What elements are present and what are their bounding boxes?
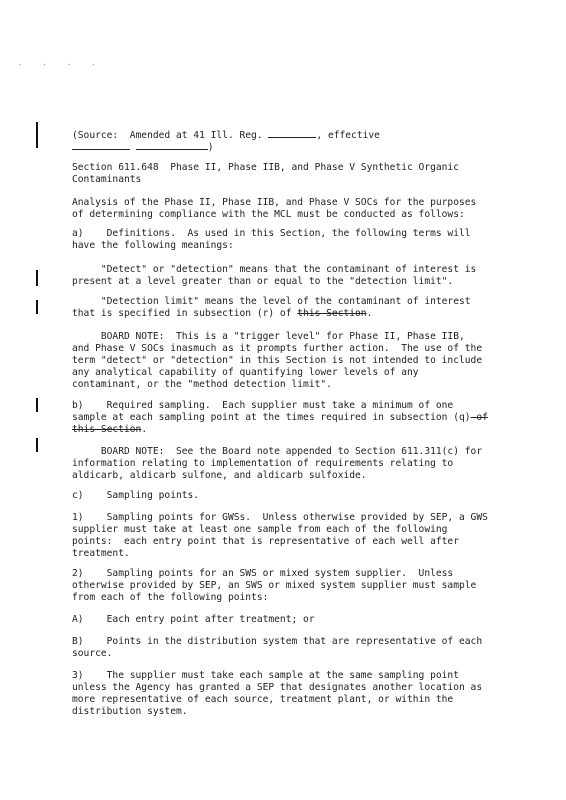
- struck-text: this Section: [297, 308, 367, 319]
- revision-bar: [36, 122, 38, 148]
- subsection-b: this Section.: [72, 424, 148, 435]
- subsection-c3: unless the Agency has granted a SEP that designates another location as: [72, 682, 483, 693]
- section-heading: Section 611.648 Phase II, Phase IIB, and Phase V Synthetic Organic: [72, 162, 459, 173]
- subsection-c2-b: B) Points in the distribution system that are representative of each: [72, 636, 483, 647]
- subsection-c2: from each of the following points:: [72, 592, 269, 603]
- subsection-c: c) Sampling points.: [72, 490, 200, 501]
- subsection-c3: 3) The supplier must take each sample at the same sampling point: [72, 670, 459, 681]
- definition-detect: present at a level greater than or equal to the "detection limit".: [72, 276, 454, 287]
- subsection-c1: points: each entry point that is representative of each well after: [72, 536, 459, 547]
- revision-bar: [36, 398, 38, 412]
- scan-specks: · · · ·: [18, 61, 104, 69]
- struck-text: this Section: [72, 424, 142, 435]
- board-note: term "detect" or "detection" in this Section is not intended to include: [72, 355, 483, 366]
- subsection-b: sample at each sampling point at the times required in subsection (q) of: [72, 412, 488, 423]
- revision-bar: [36, 300, 38, 314]
- revision-bar: [36, 438, 38, 452]
- definition-detection-limit: "Detection limit" means the level of the contaminant of interest: [72, 296, 471, 307]
- subsection-c1: 1) Sampling points for GWSs. Unless otherwise provided by SEP, a GWS: [72, 512, 488, 523]
- subsection-c3: distribution system.: [72, 706, 188, 717]
- subsection-c1: supplier must take at least one sample from each of the following: [72, 524, 448, 535]
- subsection-c3: more representative of each source, treatment plant, or within the: [72, 694, 454, 705]
- struck-text: of: [470, 412, 488, 423]
- intro-paragraph: of determining compliance with the MCL must be conducted as follows:: [72, 209, 465, 220]
- subsection-c2-a: A) Each entry point after treatment; or: [72, 614, 315, 625]
- section-heading: Contaminants: [72, 174, 142, 185]
- board-note: BOARD NOTE: See the Board note appended to Section 611.311(c) for: [72, 446, 483, 457]
- subsection-c2-b: source.: [72, 648, 113, 659]
- revision-bar: [36, 270, 38, 286]
- board-note: information relating to implementation of requirements relating to: [72, 458, 454, 469]
- subsection-a: have the following meanings:: [72, 240, 234, 251]
- subsection-c2: 2) Sampling points for an SWS or mixed system supplier. Unless: [72, 568, 454, 579]
- subsection-c1: treatment.: [72, 548, 130, 559]
- definition-detection-limit: that is specified in subsection (r) of this Section.: [72, 308, 373, 319]
- board-note: aldicarb, aldicarb sulfone, and aldicarb sulfoxide.: [72, 470, 367, 481]
- source-note-line: (Source: Amended at 41 Ill. Reg. , effective: [72, 130, 380, 141]
- intro-paragraph: Analysis of the Phase II, Phase IIB, and Phase V SOCs for the purposes: [72, 197, 477, 208]
- board-note: contaminant, or the "method detection limit".: [72, 379, 332, 390]
- definition-detect: "Detect" or "detection" means that the contaminant of interest is: [72, 264, 477, 275]
- board-note: BOARD NOTE: This is a "trigger level" for Phase II, Phase IIB,: [72, 331, 465, 342]
- subsection-a: a) Definitions. As used in this Section, the following terms will: [72, 228, 471, 239]
- subsection-b: b) Required sampling. Each supplier must take a minimum of one: [72, 400, 454, 411]
- subsection-c2: otherwise provided by SEP, an SWS or mixed system supplier must sample: [72, 580, 477, 591]
- board-note: and Phase V SOCs inasmuch as it prompts further action. The use of the: [72, 343, 483, 354]
- source-note-line: ): [72, 140, 214, 154]
- board-note: any analytical capability of quantifying lower levels of any: [72, 367, 419, 378]
